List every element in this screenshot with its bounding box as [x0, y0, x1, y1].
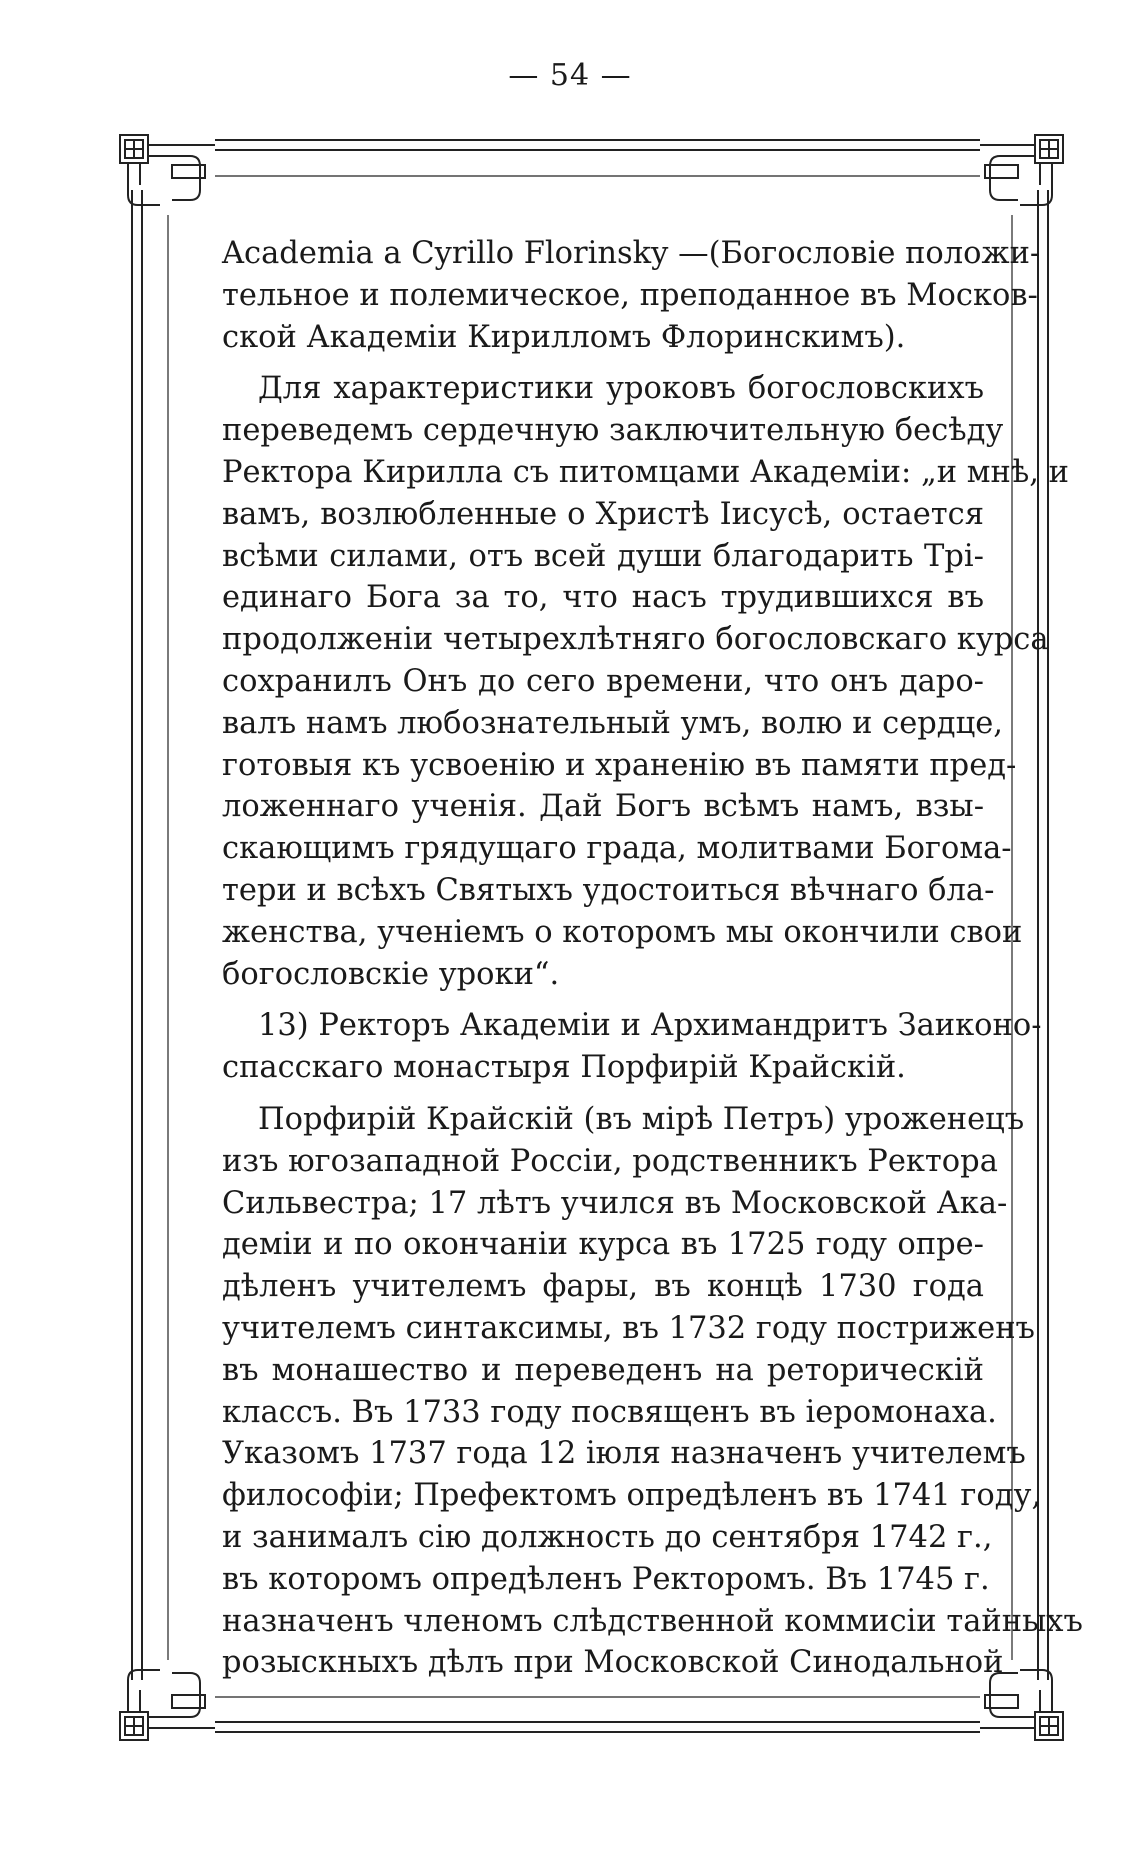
text-line: изъ югозападной Россіи, родственникъ Ректора [222, 1143, 998, 1179]
page-number: — 54 — [508, 58, 632, 93]
text-line: Указомъ 1737 года 12 іюля назначенъ учителемъ [222, 1436, 1026, 1472]
paragraph-3-heading [222, 1005, 1042, 1089]
text-line: всѣми силами, отъ всей души благодарить Трі- [222, 538, 984, 574]
text-line: деміи и по окончаніи курса въ 1725 году опре- [222, 1227, 984, 1263]
text-line: сохранилъ Онъ до сего времени, что онъ даро- [222, 663, 984, 699]
text-line: назначенъ членомъ слѣдственной коммисіи тайныхъ [222, 1603, 1083, 1639]
body-text [222, 233, 1083, 1684]
text-line: въ монашество и переведенъ на реторическій [222, 1352, 984, 1388]
text-line: Для характеристики уроковъ богословскихъ [258, 371, 984, 407]
text-line: философіи; Префектомъ опредѣленъ въ 1741 году, [222, 1478, 1042, 1514]
text-line: и занималъ сію должность до сентября 1742 г., [222, 1519, 993, 1555]
text-line: Порфирій Крайскій (въ мірѣ Петръ) уроженецъ [258, 1101, 1025, 1137]
text-line: переведемъ сердечную заключительную бесѣду [222, 413, 1004, 449]
text-line: богословскіе уроки“. [222, 956, 560, 992]
text-line: въ которомъ опредѣленъ Ректоромъ. Въ 1745 г. [222, 1561, 990, 1597]
paragraph-4 [222, 1099, 1083, 1684]
text-line: учителемъ синтаксимы, въ 1732 году постриженъ [222, 1310, 1035, 1346]
text-line: ской Академіи Кирилломъ Флоринскимъ). [222, 319, 906, 355]
text-line: Ректора Кирилла съ питомцами Академіи: „и мнѣ, и [222, 454, 1069, 490]
corner-ornament-bottom-left [120, 1670, 215, 1740]
text-line: спасскаго монастыря Порфирій Крайскій. [222, 1050, 906, 1086]
text-line: тельное и полемическое, преподанное въ Москов- [222, 277, 1038, 313]
text-line: ложеннаго ученія. Дай Богъ всѣмъ намъ, взы- [222, 789, 984, 825]
paragraph-1 [222, 233, 1041, 358]
text-line: розыскныхъ дѣлъ при Московской Синодальной [222, 1645, 1004, 1681]
corner-ornament-bottom-right [980, 1670, 1063, 1740]
paragraph-2 [222, 368, 1069, 995]
text-line: валъ намъ любознательный умъ, волю и сердце, [222, 705, 1003, 741]
text-line: тери и всѣхъ Святыхъ удостоиться вѣчнаго бла- [222, 872, 995, 908]
corner-ornament-top-left [120, 135, 215, 205]
text-line: вамъ, возлюбленные о Христѣ Іисусѣ, остается [222, 496, 984, 532]
corner-ornament-top-right [980, 135, 1063, 205]
text-line: дѣленъ учителемъ фары, въ концѣ 1730 года [222, 1269, 984, 1305]
text-line: единаго Бога за то, что насъ трудившихся въ [222, 580, 984, 616]
text-line: готовыя къ усвоенію и храненію въ памяти пред- [222, 747, 1017, 783]
text-line: скающимъ грядущаго града, молитвами Богома- [222, 831, 1012, 867]
text-line: Academia a Cyrillo Florinsky —(Богословіе положи- [222, 236, 1041, 271]
text-line: Сильвестра; 17 лѣтъ учился въ Московской Ака- [222, 1185, 1008, 1221]
text-line: классъ. Въ 1733 году посвященъ въ іеромонаха. [222, 1394, 997, 1430]
text-line: женства, ученіемъ о которомъ мы окончили свои [222, 914, 1023, 950]
text-line: продолженіи четырехлѣтняго богословскаго курса [222, 622, 1049, 658]
text-line: 13) Ректоръ Академіи и Архимандритъ Заиконо- [258, 1008, 1042, 1044]
